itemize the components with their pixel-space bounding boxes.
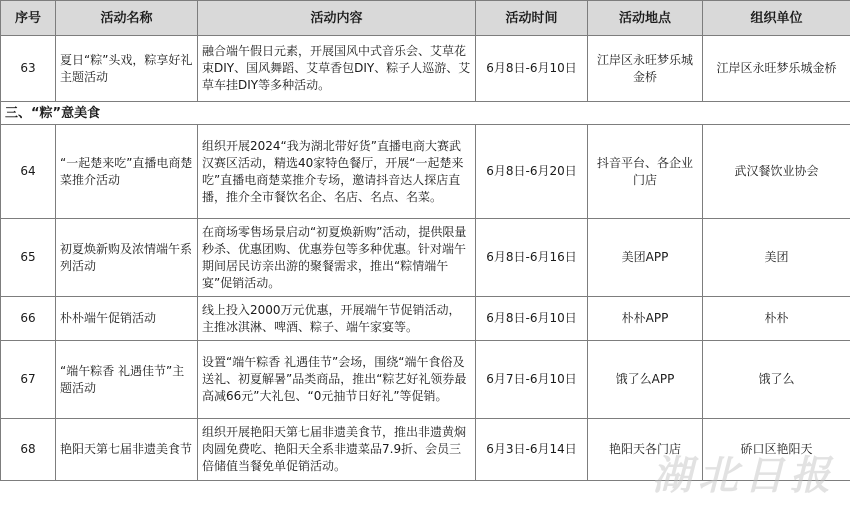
cell-name: 朴朴端午促销活动: [56, 297, 198, 341]
col-header-no: 序号: [1, 1, 56, 36]
table-row: [1, 36, 850, 102]
cell-org: 硚口区艳阳天: [703, 419, 850, 481]
section-title: 三、“粽”意美食: [1, 102, 850, 125]
header-row: [1, 1, 850, 36]
cell-org: 朴朴: [703, 297, 850, 341]
watermark-logo: 湖北日报: [652, 453, 836, 499]
cell-place: 美团APP: [588, 219, 703, 297]
cell-name: 初夏焕新购及浓情端午系列活动: [56, 219, 198, 297]
col-header-org: 组织单位: [703, 1, 850, 36]
cell-place: 艳阳天各门店: [588, 419, 703, 481]
cell-time: 6月3日-6月14日: [476, 419, 588, 481]
cell-no: 68: [1, 419, 56, 481]
col-header-content: 活动内容: [198, 1, 476, 36]
cell-content: 融合端午假日元素，开展国风中式音乐会、艾草花束DIY、国风舞蹈、艾草香包DIY、粽子人巡游、艾草车挂DIY等多种活动。: [198, 36, 476, 102]
cell-org: 美团: [703, 219, 850, 297]
table-row: [1, 297, 850, 341]
cell-time: 6月8日-6月10日: [476, 36, 588, 102]
cell-content: 设置“端午粽香 礼遇佳节”会场，围绕“端午食俗及送礼、初夏解暑”品类商品，推出“粽艺好礼领券最高减66元”大礼包、“0元抽节日好礼”等促销。: [198, 341, 476, 419]
cell-name: 夏日“粽”头戏，粽享好礼主题活动: [56, 36, 198, 102]
cell-name: “端午粽香 礼遇佳节”主题活动: [56, 341, 198, 419]
col-header-name: 活动名称: [56, 1, 198, 36]
cell-no: 65: [1, 219, 56, 297]
table-row: [1, 419, 850, 481]
section-row: [1, 102, 850, 125]
table-row: [1, 341, 850, 419]
cell-name: “一起楚来吃”直播电商楚菜推介活动: [56, 125, 198, 219]
cell-time: 6月8日-6月20日: [476, 125, 588, 219]
cell-no: 66: [1, 297, 56, 341]
cell-content: 组织开展艳阳天第七届非遗美食节，推出非遗黄焖肉圆免费吃、艳阳天全系非遗菜品7.9折、会员三倍储值当餐免单促销活动。: [198, 419, 476, 481]
cell-content: 组织开展2024“我为湖北带好货”直播电商大赛武汉赛区活动，精选40家特色餐厅，开展“一起楚来吃”直播电商楚菜推介专场，邀请抖音达人探店直播，推介全市餐饮名企、名店、名点、名菜。: [198, 125, 476, 219]
cell-org: 武汉餐饮业协会: [703, 125, 850, 219]
cell-org: 饿了么: [703, 341, 850, 419]
col-header-place: 活动地点: [588, 1, 703, 36]
table-row: [1, 125, 850, 219]
cell-no: 64: [1, 125, 56, 219]
cell-time: 6月8日-6月16日: [476, 219, 588, 297]
cell-content: 在商场零售场景启动“初夏焕新购”活动，提供限量秒杀、优惠团购、优惠券包等多种优惠。针对端午期间居民访亲出游的聚餐需求，推出“粽情端午宴”促销活动。: [198, 219, 476, 297]
cell-no: 63: [1, 36, 56, 102]
cell-time: 6月8日-6月10日: [476, 297, 588, 341]
cell-time: 6月7日-6月10日: [476, 341, 588, 419]
cell-content: 线上投入2000万元优惠，开展端午节促销活动，主推冰淇淋、啤酒、粽子、端午家宴等。: [198, 297, 476, 341]
col-header-time: 活动时间: [476, 1, 588, 36]
table-row: [1, 219, 850, 297]
cell-place: 朴朴APP: [588, 297, 703, 341]
cell-place: 饿了么APP: [588, 341, 703, 419]
cell-org: 江岸区永旺梦乐城金桥: [703, 36, 850, 102]
cell-place: 江岸区永旺梦乐城金桥: [588, 36, 703, 102]
cell-no: 67: [1, 341, 56, 419]
cell-name: 艳阳天第七届非遗美食节: [56, 419, 198, 481]
cell-place: 抖音平台、各企业门店: [588, 125, 703, 219]
